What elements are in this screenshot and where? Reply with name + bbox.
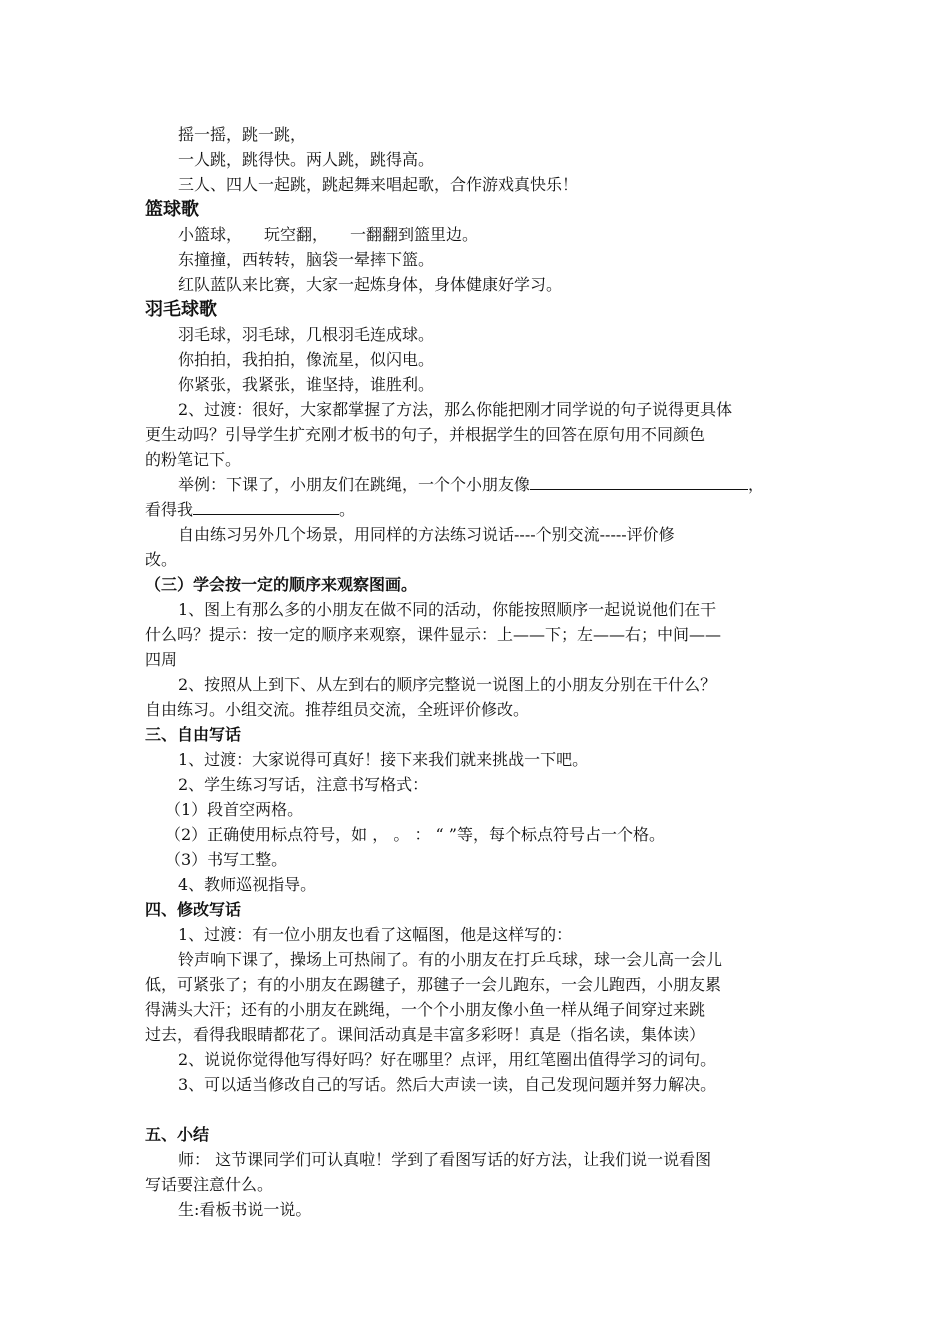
paragraph-line: 写话要注意什么。 bbox=[145, 1175, 274, 1194]
paragraph-line: 2、按照从上到下、从左到右的顺序完整说一说图上的小朋友分别在干什么？ bbox=[178, 675, 717, 694]
paragraph-line: 低，可紧张了；有的小朋友在踢毽子，那毽子一会儿跑东，一会儿跑西，小朋友累 bbox=[145, 975, 722, 994]
example-line: 举例：下课了，小朋友们在跳绳，一个个小朋友像 ， bbox=[145, 472, 810, 497]
paragraph-line: 过去，看得我眼睛都花了。课间活动真是丰富多彩呀！真是（指名读，集体读） bbox=[145, 1025, 706, 1044]
document-body bbox=[145, 122, 810, 1222]
song-line: 三人、四人一起跳，跳起舞来唱起歌，合作游戏真快乐！ bbox=[178, 175, 579, 194]
song-line: 一人跳，跳得快。两人跳，跳得高。 bbox=[178, 150, 435, 169]
paragraph-line: 自由练习另外几个场景，用同样的方法练习说话----个别交流-----评价修 bbox=[178, 525, 675, 544]
paragraph-line: 1、图上有那么多的小朋友在做不同的活动，你能按照顺序一起说说他们在干 bbox=[178, 600, 717, 619]
example-line: 看得我 。 bbox=[145, 497, 810, 522]
paragraph-line: 自由练习。小组交流。推荐组员交流，全班评价修改。 bbox=[145, 700, 530, 719]
song-line: 小篮球， 玩空翻， 一翻翻到篮里边。 bbox=[178, 225, 479, 244]
paragraph-line: 师： 这节课同学们可认真啦！学到了看图写话的好方法，让我们说一说看图 bbox=[178, 1150, 712, 1169]
list-item: （2）正确使用标点符号，如 ， 。 ： “ ”等，每个标点符号占一个格。 bbox=[165, 825, 665, 844]
paragraph-line: 生:看板书说一说。 bbox=[178, 1200, 312, 1219]
blank-line bbox=[145, 1097, 810, 1122]
paragraph-line: 铃声响下课了，操场上可热闹了。有的小朋友在打乒乓球，球一会儿高一会儿 bbox=[178, 950, 723, 969]
badminton-song-title: 羽毛球歌 bbox=[145, 299, 217, 320]
section-heading: 四、修改写话 bbox=[145, 900, 242, 919]
song-line: 红队蓝队来比赛，大家一起炼身体，身体健康好学习。 bbox=[178, 275, 563, 294]
song-line: 羽毛球，羽毛球，几根羽毛连成球。 bbox=[178, 325, 435, 344]
section-heading: 三、自由写话 bbox=[145, 725, 242, 744]
fill-blank bbox=[530, 472, 748, 490]
song-line: 你紧张，我紧张，谁坚持，谁胜利。 bbox=[178, 375, 435, 394]
list-item: （3）书写工整。 bbox=[165, 850, 288, 869]
list-item: （1）段首空两格。 bbox=[165, 800, 304, 819]
fill-blank bbox=[193, 497, 339, 515]
song-line: 东撞撞，西转转，脑袋一晕摔下篮。 bbox=[178, 250, 435, 269]
paragraph-line: 什么吗？提示：按一定的顺序来观察，课件显示：上——下；左——右；中间—— bbox=[145, 625, 722, 644]
paragraph-line: 四周 bbox=[145, 650, 178, 669]
paragraph-line: 1、过渡：大家说得可真好！接下来我们就来挑战一下吧。 bbox=[178, 750, 589, 769]
song-line: 摇一摇，跳一跳， bbox=[178, 125, 307, 144]
paragraph-line: 2、学生练习写话，注意书写格式： bbox=[178, 775, 429, 794]
song-line: 你拍拍，我拍拍，像流星，似闪电。 bbox=[178, 350, 435, 369]
paragraph-line: 的粉笔记下。 bbox=[145, 450, 242, 469]
paragraph-line: 4、教师巡视指导。 bbox=[178, 875, 317, 894]
paragraph-line: 1、过渡：有一位小朋友也看了这幅图，他是这样写的： bbox=[178, 925, 573, 944]
section-heading: （三）学会按一定的顺序来观察图画。 bbox=[145, 575, 418, 594]
paragraph-line: 改。 bbox=[145, 550, 178, 569]
section-heading: 五、小结 bbox=[145, 1125, 210, 1144]
paragraph-line: 更生动吗？引导学生扩充刚才板书的句子，并根据学生的回答在原句用不同颜色 bbox=[145, 425, 706, 444]
paragraph-line: 3、可以适当修改自己的写话。然后大声读一读，自己发现问题并努力解决。 bbox=[178, 1075, 717, 1094]
paragraph-line: 2、过渡：很好，大家都掌握了方法，那么你能把刚才同学说的句子说得更具体 bbox=[178, 400, 733, 419]
paragraph-line: 得满头大汗；还有的小朋友在跳绳，一个个小朋友像小鱼一样从绳子间穿过来跳 bbox=[145, 1000, 706, 1019]
paragraph-line: 2、说说你觉得他写得好吗？好在哪里？点评，用红笔圈出值得学习的词句。 bbox=[178, 1050, 717, 1069]
basketball-song-title: 篮球歌 bbox=[145, 199, 199, 220]
